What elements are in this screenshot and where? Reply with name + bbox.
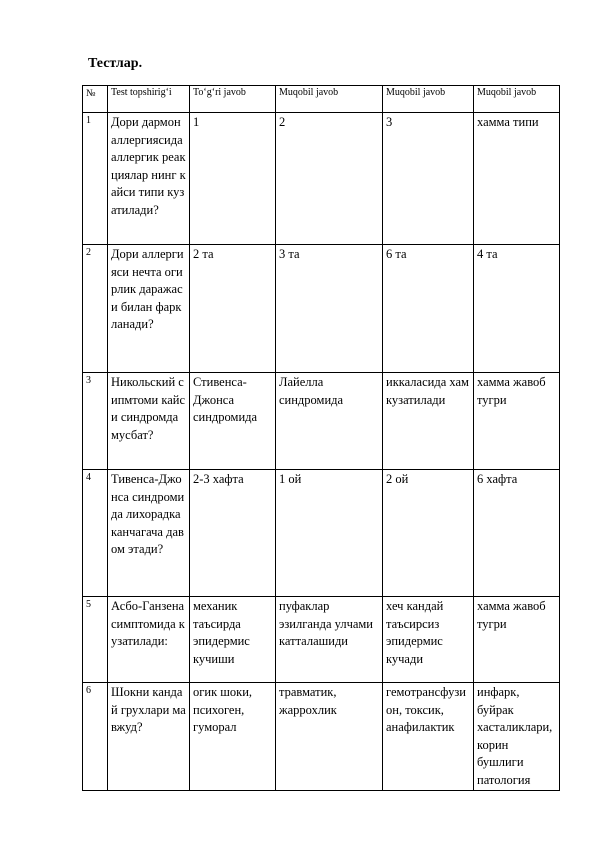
table-row xyxy=(83,597,560,683)
row-number: 6 xyxy=(83,683,108,791)
column-header-alternative-2: Muqobil javob xyxy=(383,86,474,113)
question-cell: Асбо-Ганзена симптомида кузатилади: xyxy=(108,597,190,683)
correct-answer-cell: механик таъсирда эпидермис кучиши xyxy=(190,597,276,683)
alternative-answer-cell: гемотрансфузион, токсик, анафилактик xyxy=(383,683,474,791)
table-row xyxy=(83,683,560,791)
alternative-answer-cell: Лайелла синдромида xyxy=(276,373,383,470)
row-number: 3 xyxy=(83,373,108,470)
column-header-number: № xyxy=(83,86,108,113)
alternative-answer-cell: хамма жавоб тугри xyxy=(474,597,560,683)
column-header-alternative-3: Muqobil javob xyxy=(474,86,560,113)
alternative-answer-cell: 1 ой xyxy=(276,470,383,597)
tests-table xyxy=(82,85,560,791)
row-number: 1 xyxy=(83,113,108,245)
correct-answer-cell: Стивенса-Джонса синдромида xyxy=(190,373,276,470)
alternative-answer-cell: 3 xyxy=(383,113,474,245)
alternative-answer-cell: 3 та xyxy=(276,245,383,373)
alternative-answer-cell: хамма типи xyxy=(474,113,560,245)
row-number: 5 xyxy=(83,597,108,683)
alternative-answer-cell: 6 хафта xyxy=(474,470,560,597)
question-cell: Тивенса-Джонса синдромида лихорадка канчагача давом этади? xyxy=(108,470,190,597)
table-row xyxy=(83,113,560,245)
question-cell: Никольский сипмтоми кайси синдромда мусбат? xyxy=(108,373,190,470)
alternative-answer-cell: иккаласида хам кузатилади xyxy=(383,373,474,470)
question-cell: Дори аллергияси нечта огирлик даражаси билан фаркланади? xyxy=(108,245,190,373)
table-row xyxy=(83,373,560,470)
correct-answer-cell: 1 xyxy=(190,113,276,245)
alternative-answer-cell: пуфаклар эзилганда улчами катталашиди xyxy=(276,597,383,683)
table-row xyxy=(83,470,560,597)
question-cell: Дори дармон аллергиясида аллергик реакциялар нинг кайси типи кузатилади? xyxy=(108,113,190,245)
alternative-answer-cell: хеч кандай таъсирсиз эпидермис кучади xyxy=(383,597,474,683)
alternative-answer-cell: 6 та xyxy=(383,245,474,373)
page-title: Тестлар. xyxy=(88,56,143,71)
correct-answer-cell: 2-3 хафта xyxy=(190,470,276,597)
correct-answer-cell: 2 та xyxy=(190,245,276,373)
correct-answer-cell: огик шоки, психоген, гуморал xyxy=(190,683,276,791)
table-header-row xyxy=(83,86,560,113)
column-header-task: Test topshirig‘i xyxy=(108,86,190,113)
table-row xyxy=(83,245,560,373)
alternative-answer-cell: 4 та xyxy=(474,245,560,373)
alternative-answer-cell: хамма жавоб тугри xyxy=(474,373,560,470)
alternative-answer-cell: 2 xyxy=(276,113,383,245)
row-number: 4 xyxy=(83,470,108,597)
question-cell: Шокни кандай грухлари мавжуд? xyxy=(108,683,190,791)
column-header-alternative-1: Muqobil javob xyxy=(276,86,383,113)
row-number: 2 xyxy=(83,245,108,373)
alternative-answer-cell: инфарк, буйрак хасталиклари, корин бушлиги патология xyxy=(474,683,560,791)
column-header-correct-answer: To‘g‘ri javob xyxy=(190,86,276,113)
alternative-answer-cell: травматик, жаррохлик xyxy=(276,683,383,791)
alternative-answer-cell: 2 ой xyxy=(383,470,474,597)
